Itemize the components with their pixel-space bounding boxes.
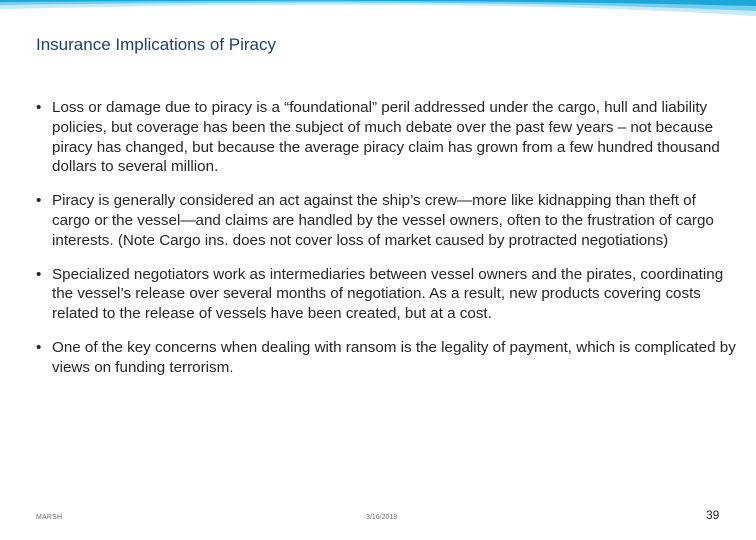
header-wave-band: [0, 0, 756, 22]
bullet-item: [36, 265, 736, 324]
footer-brand: MARSH: [36, 514, 63, 521]
bullet-marker: •: [36, 192, 42, 210]
bullet-marker: •: [36, 338, 42, 356]
bullet-text: Piracy is generally considered an act against the ship’s crew—more like kidnapping than theft of cargo or the vessel—and claims are handled by the vessel owners, often to the frustration of cargo interests. (Note Cargo ins. does not cover loss of market caused by protracted negotiations): [52, 192, 714, 249]
bullet-item: [36, 98, 736, 177]
footer-date: 3/16/2018: [366, 514, 398, 521]
page-number: 39: [706, 508, 720, 522]
slide-title: Insurance Implications of Piracy: [36, 35, 276, 54]
bullet-item: [36, 338, 736, 378]
bullet-marker: •: [36, 99, 42, 116]
bullet-text: Loss or damage due to piracy is a “foundational” peril addressed under the cargo, hull and liability policies, but coverage has been the subject of much debate over the past few years – not because piracy has changed, but because the average piracy claim has grown from a few hundred thousand dollars to several million.: [52, 99, 720, 176]
bullet-list: [36, 98, 736, 392]
bullet-marker: •: [36, 265, 42, 283]
bullet-item: [36, 191, 736, 250]
bullet-text: Specialized negotiators work as intermediaries between vessel owners and the pirates, coordinating the vessel’s release over several months of negotiation. As a result, new products covering costs related to the release of vessels have been created, but at a cost.: [52, 265, 724, 323]
bullet-text: One of the key concerns when dealing with ransom is the legality of payment, which is complicated by views on funding terrorism.: [52, 338, 736, 376]
